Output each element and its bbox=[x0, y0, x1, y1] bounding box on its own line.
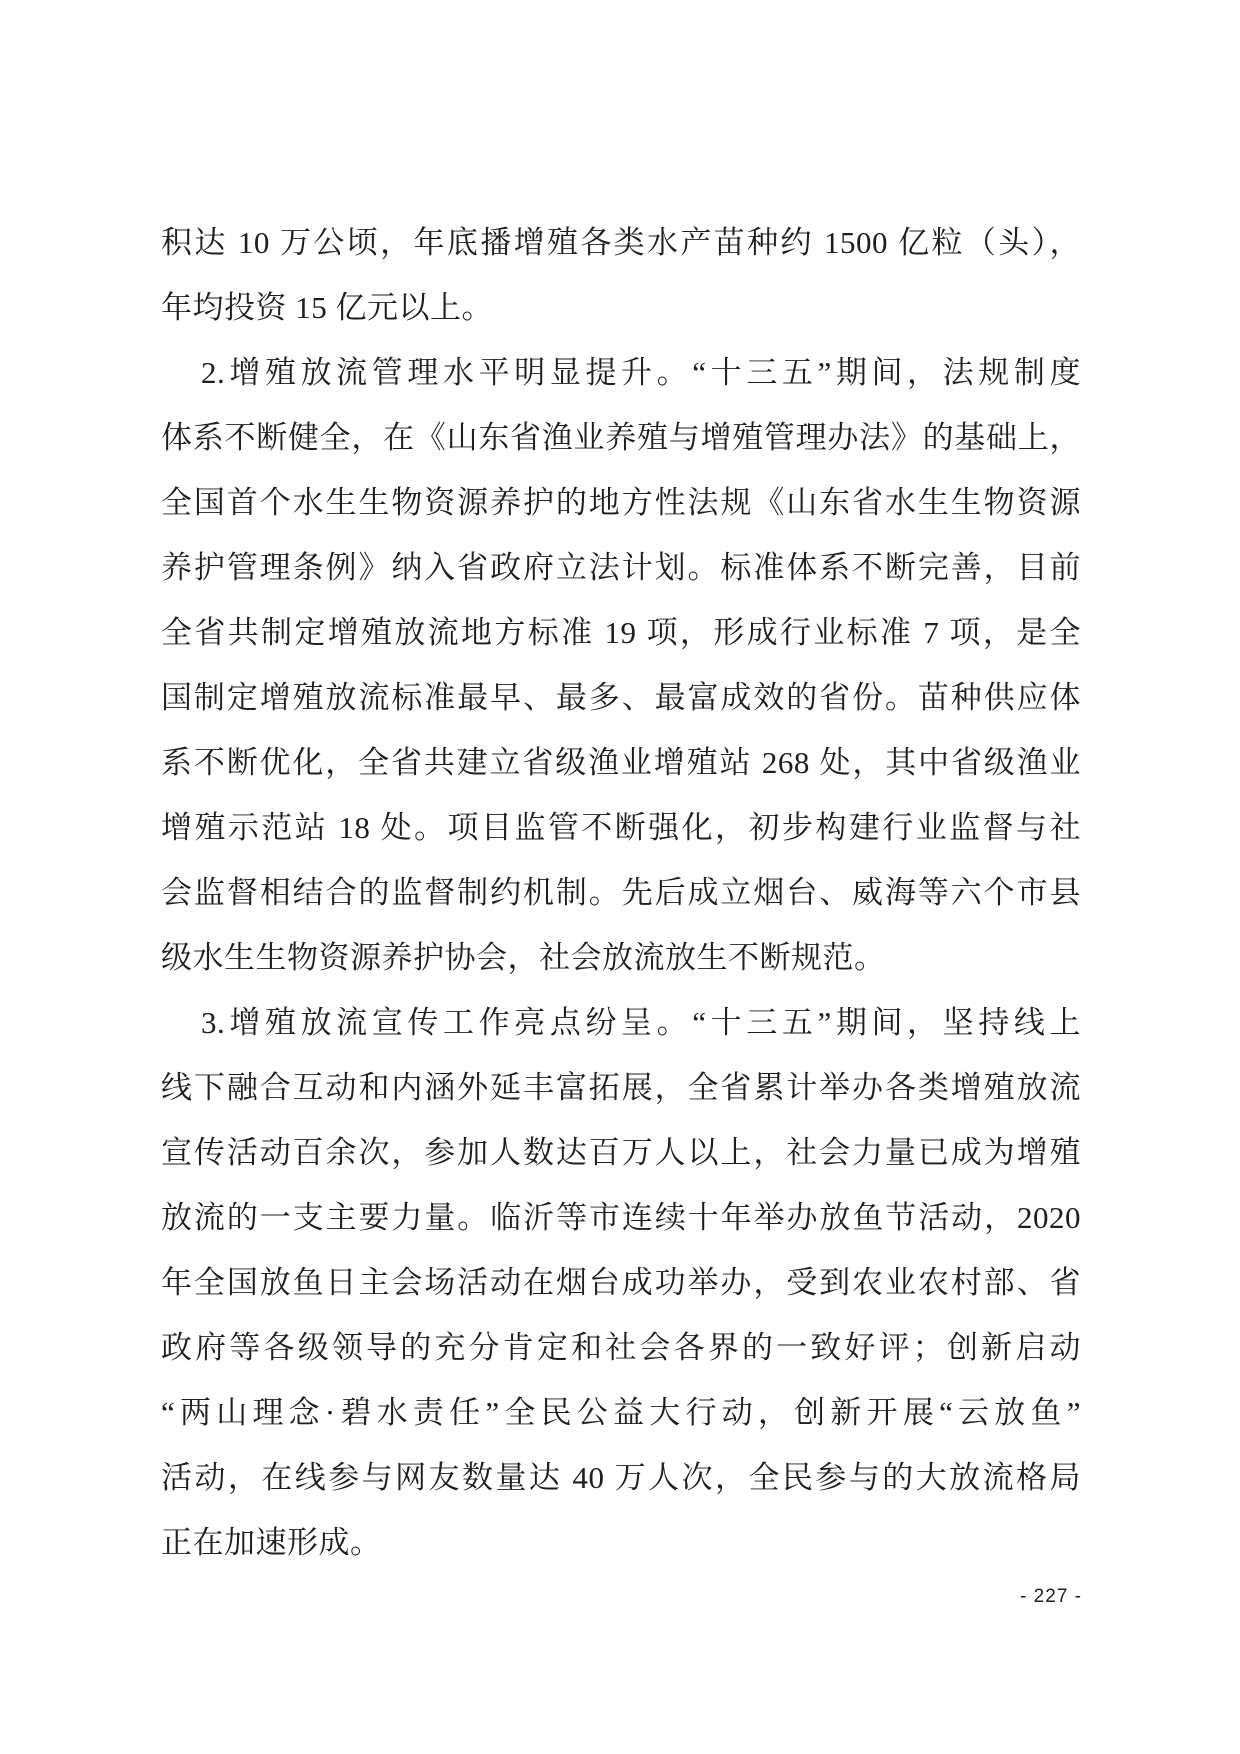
text-line: 2.增殖放流管理水平明显提升。“十三五”期间，法规制度 bbox=[201, 355, 1081, 390]
text-line: 全国首个水生生物资源养护的地方性法规《山东省水生生物资源 bbox=[161, 485, 1081, 520]
text-line: 系不断优化，全省共建立省级渔业增殖站 268 处，其中省级渔业 bbox=[161, 745, 1081, 780]
text-line: 全省共制定增殖放流地方标准 19 项，形成行业标准 7 项，是全 bbox=[161, 615, 1081, 650]
text-line: 政府等各级领导的充分肯定和社会各界的一致好评；创新启动 bbox=[161, 1330, 1081, 1365]
text-line: 国制定增殖放流标准最早、最多、最富成效的省份。苗种供应体 bbox=[161, 680, 1081, 715]
text-line: 放流的一支主要力量。临沂等市连续十年举办放鱼节活动，2020 bbox=[161, 1200, 1081, 1235]
text-line: 正在加速形成。 bbox=[161, 1525, 382, 1560]
text-line: 年均投资 15 亿元以上。 bbox=[161, 290, 493, 325]
text-line: “两山理念·碧水责任”全民公益大行动，创新开展“云放鱼” bbox=[161, 1395, 1081, 1430]
text-line: 年全国放鱼日主会场活动在烟台成功举办，受到农业农村部、省 bbox=[161, 1265, 1081, 1300]
text-line: 会监督相结合的监督制约机制。先后成立烟台、威海等六个市县 bbox=[161, 875, 1081, 910]
text-line: 增殖示范站 18 处。项目监管不断强化，初步构建行业监督与社 bbox=[161, 810, 1081, 845]
text-line: 养护管理条例》纳入省政府立法计划。标准体系不断完善，目前 bbox=[161, 550, 1081, 585]
document-body bbox=[161, 210, 1081, 1575]
text-line: 宣传活动百余次，参加人数达百万人以上，社会力量已成为增殖 bbox=[161, 1135, 1081, 1170]
text-line: 活动，在线参与网友数量达 40 万人次，全民参与的大放流格局 bbox=[161, 1460, 1081, 1495]
text-line: 积达 10 万公顷，年底播增殖各类水产苗种约 1500 亿粒（头）， bbox=[161, 225, 1081, 260]
text-line: 体系不断健全，在《山东省渔业养殖与增殖管理办法》的基础上， bbox=[161, 420, 1081, 455]
text-line: 级水生生物资源养护协会，社会放流放生不断规范。 bbox=[161, 940, 886, 975]
text-line: 3.增殖放流宣传工作亮点纷呈。“十三五”期间，坚持线上 bbox=[201, 1005, 1081, 1040]
page-number: - 227 - bbox=[1020, 1586, 1082, 1607]
text-line: 线下融合互动和内涵外延丰富拓展，全省累计举办各类增殖放流 bbox=[161, 1070, 1081, 1105]
